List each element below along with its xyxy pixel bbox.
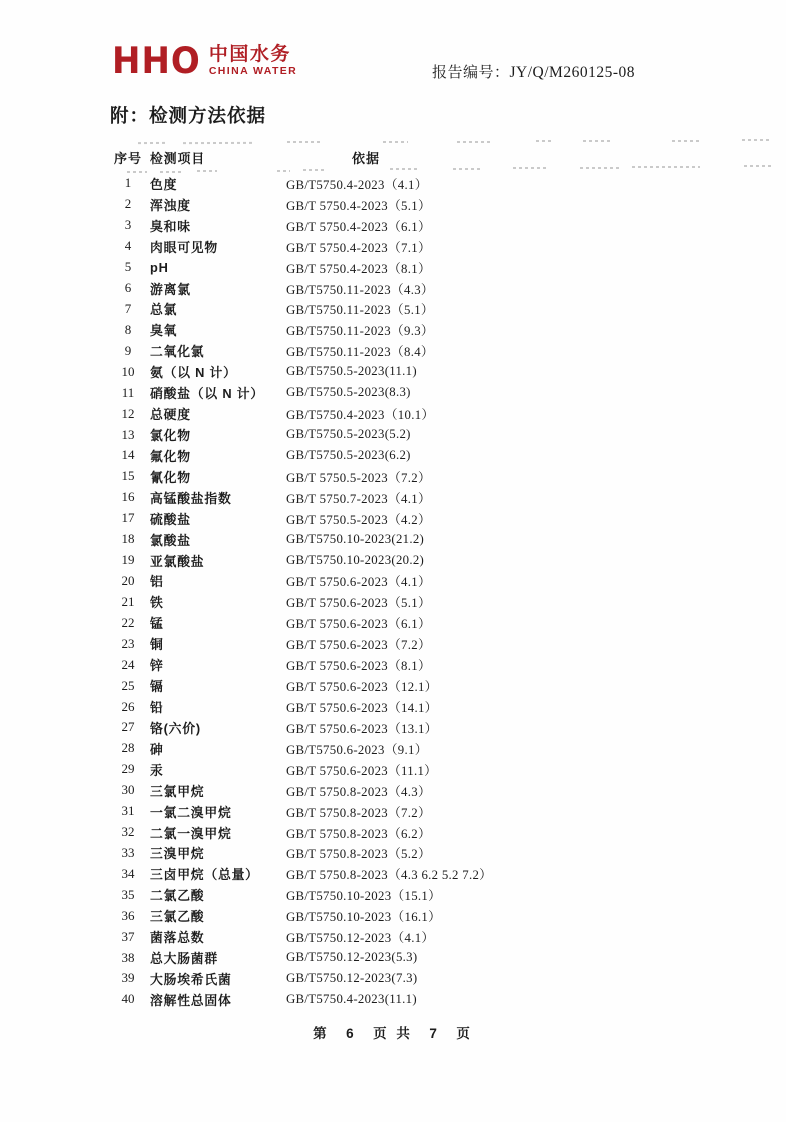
- row-basis: GB/T 5750.6-2023（12.1）: [286, 680, 438, 695]
- row-index: 20: [121, 572, 135, 588]
- row-item: 二氯乙酸: [150, 888, 205, 904]
- row-item: 溶解性总固体: [150, 992, 232, 1008]
- row-index: 39: [121, 970, 135, 986]
- row-index: 7: [124, 300, 132, 316]
- row-index: 28: [121, 740, 135, 756]
- row-item: 浑浊度: [150, 197, 191, 213]
- table-row: [106, 173, 706, 194]
- table-row: [106, 299, 706, 320]
- scan-artifact-line: [744, 165, 772, 167]
- row-index: 8: [124, 321, 132, 337]
- table-row: [106, 508, 706, 529]
- row-index: 27: [121, 719, 135, 735]
- row-basis: GB/T 5750.6-2023（4.1）: [286, 575, 432, 590]
- report-number-label: 报告编号：: [432, 64, 510, 81]
- table-row: [106, 759, 706, 780]
- table-row: [106, 675, 706, 696]
- row-item: 铬(六价): [150, 720, 201, 736]
- row-basis: GB/T 5750.4-2023（8.1）: [286, 261, 432, 276]
- row-index: 1: [124, 175, 132, 191]
- row-item: 铝: [150, 574, 164, 590]
- row-index: 35: [121, 886, 135, 902]
- table-row: [106, 591, 706, 612]
- scan-artifact-line: [742, 139, 772, 141]
- row-item: 硝酸盐（以 N 计）: [150, 386, 264, 402]
- row-index: 23: [121, 635, 135, 651]
- row-basis: GB/T 5750.5-2023（7.2）: [286, 470, 432, 485]
- page-footer: 第 6 页 共 7 页: [313, 1026, 473, 1041]
- row-index: 9: [124, 342, 132, 358]
- row-item: 总大肠菌群: [150, 951, 218, 967]
- row-item: 锰: [150, 616, 164, 632]
- row-item: 游离氯: [150, 281, 191, 297]
- row-item: pH: [150, 259, 169, 275]
- table-row: [106, 361, 706, 382]
- row-index: 33: [121, 844, 135, 860]
- row-item: 锌: [150, 658, 164, 674]
- header-index: 序号: [113, 150, 142, 166]
- row-index: 36: [121, 907, 135, 923]
- table-row: [106, 822, 706, 843]
- table-row: [106, 215, 706, 236]
- scan-artifact-line: [287, 141, 320, 143]
- row-basis: GB/T5750.6-2023（9.1）: [286, 742, 428, 757]
- table-row: [106, 884, 706, 905]
- scan-artifact-line: [583, 140, 611, 142]
- row-item: 大肠埃希氏菌: [150, 971, 232, 987]
- row-index: 16: [121, 489, 135, 505]
- row-basis: GB/T5750.11-2023（5.1）: [286, 303, 435, 318]
- table-row: [106, 947, 706, 968]
- row-item: 氨（以 N 计）: [150, 365, 237, 381]
- scan-artifact-line: [457, 141, 493, 143]
- row-basis: GB/T 5750.8-2023（5.2）: [286, 847, 432, 862]
- row-item: 氰化物: [150, 469, 191, 485]
- row-index: 22: [121, 614, 135, 630]
- row-basis: GB/T5750.11-2023（4.3）: [286, 282, 435, 297]
- row-index: 24: [121, 656, 135, 672]
- row-item: 三氯甲烷: [150, 783, 205, 799]
- table-row: [106, 968, 706, 989]
- table-row: [106, 843, 706, 864]
- row-item: 总氯: [150, 302, 178, 318]
- row-item: 臭氧: [150, 323, 178, 339]
- row-index: 10: [121, 363, 135, 379]
- table-row: [106, 612, 706, 633]
- row-basis: GB/T 5750.6-2023（6.1）: [286, 617, 432, 632]
- row-index: 38: [121, 949, 135, 965]
- row-basis: GB/T 5750.6-2023（14.1）: [286, 701, 438, 715]
- table-row: [106, 989, 706, 1010]
- table-row: [106, 696, 706, 717]
- row-index: 12: [121, 405, 135, 421]
- row-item: 三溴甲烷: [150, 846, 205, 862]
- row-basis: GB/T 5750.6-2023（7.2）: [286, 638, 432, 653]
- row-index: 30: [121, 782, 135, 798]
- row-item: 二氯一溴甲烷: [150, 825, 232, 841]
- row-index: 15: [121, 468, 135, 484]
- header-item: 检测项目: [150, 150, 206, 166]
- table-row: [106, 466, 706, 487]
- table-row: [106, 529, 706, 550]
- row-item: 氟化物: [150, 448, 191, 464]
- row-basis: GB/T5750.12-2023(5.3): [286, 950, 418, 965]
- row-item: 砷: [150, 741, 164, 757]
- row-item: 三氯乙酸: [150, 909, 205, 925]
- table-row: [106, 382, 706, 403]
- methods-table: [106, 146, 706, 1010]
- row-item: 臭和味: [150, 218, 191, 234]
- table-row: [106, 278, 706, 299]
- table-row: [106, 424, 706, 445]
- row-basis: GB/T 5750.7-2023（4.1）: [286, 491, 432, 506]
- row-basis: GB/T5750.4-2023（4.1）: [286, 177, 428, 192]
- row-index: 40: [121, 991, 135, 1007]
- row-basis: GB/T5750.10-2023（16.1）: [286, 910, 442, 925]
- row-item: 亚氯酸盐: [150, 553, 205, 569]
- row-basis: GB/T5750.12-2023（4.1）: [286, 931, 435, 946]
- table-header-row: [106, 146, 706, 168]
- row-index: 31: [121, 803, 135, 819]
- row-item: 铁: [150, 595, 164, 611]
- row-basis: GB/T5750.11-2023（9.3）: [286, 324, 435, 339]
- table-row: [106, 550, 706, 571]
- row-index: 26: [121, 698, 135, 714]
- row-basis: GB/T 5750.8-2023（6.2）: [286, 826, 432, 841]
- row-item: 硫酸盐: [150, 511, 191, 527]
- row-basis: GB/T5750.10-2023(21.2): [286, 531, 425, 546]
- table-row: [106, 633, 706, 654]
- row-basis: GB/T 5750.8-2023（7.2）: [286, 805, 432, 820]
- row-item: 氯化物: [150, 428, 191, 444]
- row-item: 三卤甲烷（总量）: [150, 867, 259, 883]
- row-basis: GB/T 5750.8-2023（4.3）: [286, 784, 432, 799]
- row-item: 铅: [150, 700, 164, 715]
- row-basis: GB/T5750.10-2023(20.2): [286, 552, 425, 567]
- row-index: 4: [124, 238, 132, 254]
- row-index: 32: [121, 824, 135, 840]
- table-row: [106, 738, 706, 759]
- table-row: [106, 780, 706, 801]
- logo-english-name: CHINA WATER: [208, 65, 298, 78]
- table-row: [106, 487, 706, 508]
- row-index: 11: [121, 384, 135, 400]
- row-basis: GB/T 5750.5-2023（4.2）: [286, 512, 432, 527]
- logo-hho-text: HHO: [112, 39, 201, 83]
- row-item: 镉: [150, 679, 164, 695]
- table-row: [106, 926, 706, 947]
- row-item: 铜: [150, 637, 164, 653]
- table-row: [106, 905, 706, 926]
- row-item: 总硬度: [150, 407, 191, 423]
- table-row: [106, 340, 706, 361]
- row-item: 色度: [150, 176, 178, 192]
- row-basis: GB/T5750.5-2023(11.1): [286, 364, 417, 379]
- scan-artifact-line: [183, 142, 253, 144]
- row-item: 高锰酸盐指数: [150, 490, 232, 506]
- table-row: [106, 445, 706, 466]
- row-basis: GB/T5750.4-2023(11.1): [286, 991, 417, 1006]
- row-basis: GB/T5750.10-2023（15.1）: [286, 889, 442, 904]
- row-item: 二氧化氯: [150, 344, 205, 360]
- row-index: 34: [121, 865, 135, 881]
- row-index: 2: [124, 196, 132, 212]
- row-basis: GB/T 5750.4-2023（7.1）: [286, 240, 432, 255]
- row-item: 汞: [150, 762, 164, 778]
- scan-artifact-line: [383, 141, 408, 143]
- row-index: 14: [121, 447, 135, 463]
- row-basis: GB/T 5750.4-2023（6.1）: [286, 219, 432, 234]
- row-basis: GB/T 5750.6-2023（5.1）: [286, 596, 432, 611]
- row-index: 6: [124, 280, 132, 296]
- table-row: [106, 236, 706, 257]
- row-basis: GB/T5750.11-2023（8.4）: [286, 345, 435, 360]
- row-item: 一氯二溴甲烷: [150, 804, 232, 820]
- row-item: 肉眼可见物: [150, 239, 218, 255]
- row-index: 5: [124, 259, 132, 275]
- logo-wordmark: [209, 45, 297, 77]
- row-basis: GB/T5750.12-2023(7.3): [286, 970, 418, 985]
- table-row: [106, 801, 706, 822]
- scan-artifact-line: [536, 140, 551, 142]
- table-row: [106, 319, 706, 340]
- row-basis: GB/T5750.4-2023（10.1）: [286, 408, 435, 423]
- table-row: [106, 194, 706, 215]
- table-row: [106, 654, 706, 675]
- header-basis: 依据: [352, 150, 381, 166]
- logo: [112, 39, 298, 83]
- row-index: 29: [121, 761, 135, 777]
- table-row: [106, 403, 706, 424]
- row-index: 3: [124, 217, 132, 233]
- report-number-line: [432, 61, 635, 82]
- table-row: [106, 717, 706, 738]
- table-row: [106, 571, 706, 592]
- scan-artifact-line: [672, 140, 700, 142]
- row-item: 氯酸盐: [150, 532, 191, 548]
- row-index: 25: [121, 677, 135, 693]
- row-basis: GB/T 5750.6-2023（13.1）: [286, 721, 438, 736]
- row-index: 17: [121, 510, 135, 526]
- row-basis: GB/T5750.5-2023(6.2): [286, 447, 411, 462]
- logo-chinese-name: 中国水务: [208, 44, 291, 66]
- row-index: 21: [121, 593, 135, 609]
- row-index: 19: [121, 552, 135, 568]
- row-basis: GB/T5750.5-2023(8.3): [286, 385, 411, 400]
- table-row: [106, 257, 706, 278]
- row-item: 菌落总数: [150, 930, 205, 946]
- row-basis: GB/T 5750.4-2023（5.1）: [286, 198, 432, 213]
- row-basis: GB/T5750.5-2023(5.2): [286, 427, 411, 442]
- scan-artifact-line: [138, 142, 168, 144]
- page-title: 附：检测方法依据: [110, 105, 267, 126]
- row-index: 13: [121, 426, 135, 442]
- row-index: 18: [121, 531, 135, 547]
- row-index: 37: [121, 928, 135, 944]
- row-basis: GB/T 5750.6-2023（8.1）: [286, 659, 432, 674]
- row-basis: GB/T 5750.6-2023（11.1）: [286, 763, 438, 778]
- table-rows: [106, 173, 706, 1010]
- row-basis: GB/T 5750.8-2023（4.3 6.2 5.2 7.2）: [286, 868, 493, 883]
- report-number-value: JY/Q/M260125-08: [509, 64, 635, 81]
- table-row: [106, 863, 706, 884]
